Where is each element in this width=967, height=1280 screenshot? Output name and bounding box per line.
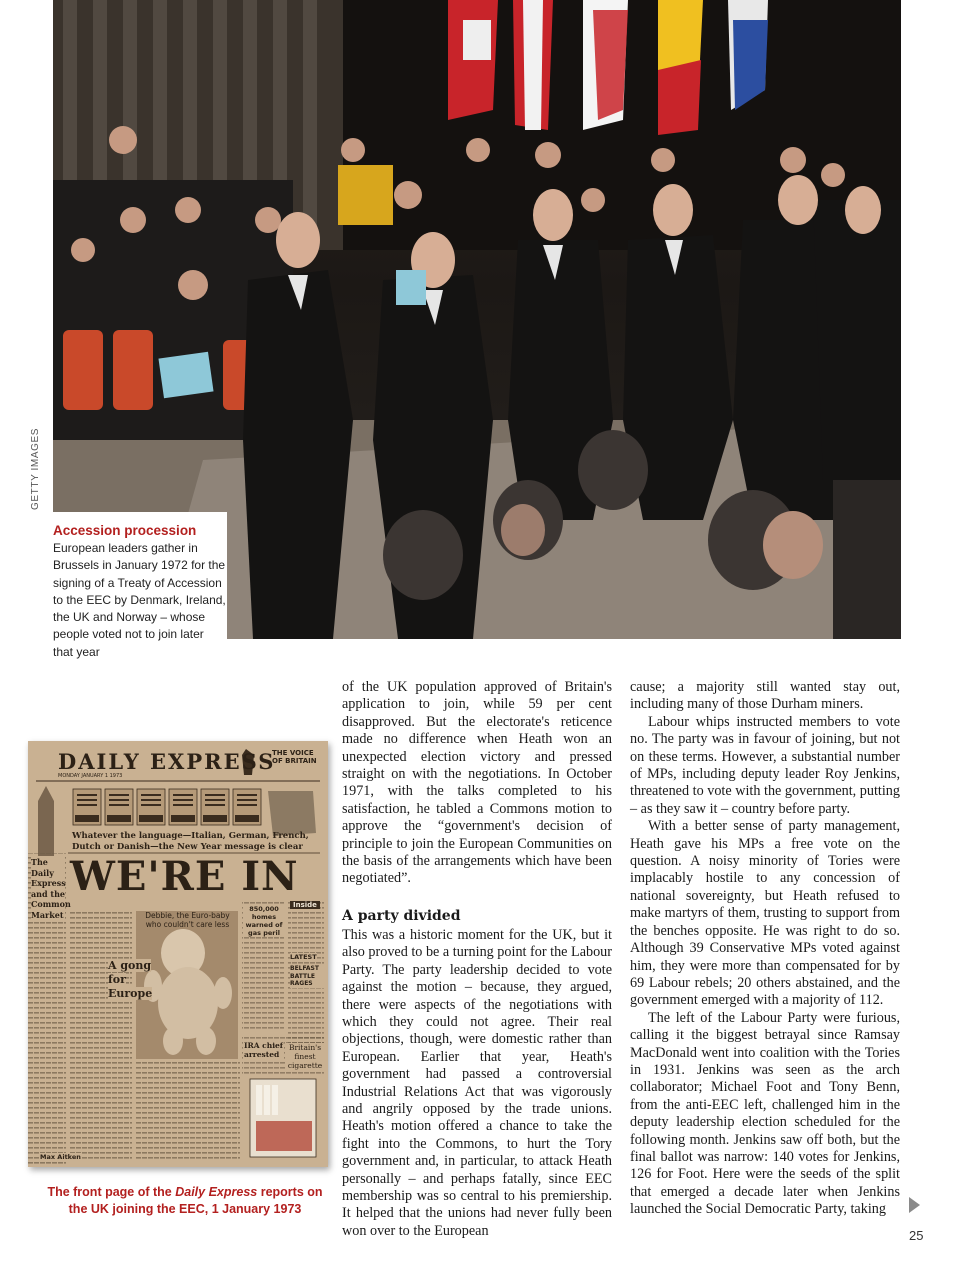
newspaper-inside: Inside — [290, 901, 320, 909]
newspaper-masthead: DAILY EXPRESS — [58, 749, 276, 774]
photo-caption-text: European leaders gather in Brussels in January 1972 for the signing of a Treaty of Accession to the EEC by Denmark, Ireland, the UK and Norway – whose people voted not to join later that year — [53, 541, 226, 659]
newspaper-caption — [40, 1184, 330, 1219]
newspaper-voice: THE VOICE OF BRITAIN — [272, 749, 317, 765]
photo-caption — [53, 512, 227, 659]
newspaper-signature: Max Aitken — [40, 1153, 81, 1161]
newspaper-gong-1: A gong — [108, 959, 152, 972]
newspaper-caption-suffix: reports on the UK joining the EEC, 1 January 1973 — [68, 1185, 323, 1217]
newspaper-homes: 850,000 homes warned of gas peril — [245, 905, 283, 937]
section-heading: A party divided — [342, 907, 461, 924]
newspaper-language-line-2: Dutch or Danish—the New Year message is clear — [72, 842, 303, 852]
newspaper-caption-prefix: The front page of the — [47, 1185, 176, 1199]
newspaper-illustration — [28, 741, 328, 1167]
paragraph: of the UK population approved of Britain's application to join, while 59 per cent disapproved. But the electorate's reticence made no difference when Heath won an unexpected election victory and pressed straight on with the negotiations. In October 1971, with the talks completed to his satisfaction, he tabled a Commons motion to approve the “government's decision of principle to join the European Communities on the basis of the arrangements which have been negotiated”. — [342, 679, 612, 887]
newspaper-belfast: BELFAST BATTLE RAGES — [290, 965, 324, 988]
article-column-1 — [342, 679, 612, 1240]
photo-credit: GETTY IMAGES — [30, 427, 41, 510]
newspaper-cigarette-ad: Britain's finest cigarette — [287, 1043, 323, 1070]
daily-express-front-page — [28, 741, 328, 1167]
newspaper-gong-2: for — [108, 973, 126, 986]
newspaper-side-label: The Daily Express and the Common Market — [31, 857, 71, 920]
paragraph: Labour whips instructed members to vote no. The party was in favour of joining, but not on these terms. However, a substantial number of MPs, including deputy leader Roy Jenkins, threatened to vote with the government, putting – as they saw it – country before party. — [630, 713, 900, 817]
article-column-2 — [630, 679, 900, 1219]
newspaper-headline: WE'RE IN — [70, 853, 299, 900]
newspaper-date: MONDAY JANUARY 1 1973 — [58, 773, 123, 779]
paragraph: This was a historic moment for the UK, but it also proved to be a turning point for the Labour Party. The party leadership decided to vote against the motion – because, they argued, there were aspects of the negotiations with which they could not agree. Their real objections, though, were domestic rather than European. Earlier that year, Heath's government had passed a controversial Industrial Relations Act that was vigorously and angrily opposed by the trade unions. Heath's motion offered a chance to take the fight into the Commons, to hurt the Tory government and, in particular, to attack Heath personally – and perhaps fatally, since EEC membership was so central to his premiership. It helped that the unions had never fully been won over to the European — [342, 926, 612, 1239]
paragraph: The left of the Labour Party were furious, calling it the biggest betrayal since Ramsay MacDonald went into coalition with the Tories in 1931. Jenkins was seen as the arch collaborator; Michael Foot and Tony Benn, from the anti-EEC left, challenged him in the deputy leadership election scheduled for the following month. Jenkins saw off both, but the final ballot was narrow: 140 votes for Jenkins, 126 for Foot. Here were the seeds of the split that emerged a decade later when Jenkins launched the Social Democratic Party, taking — [630, 1009, 900, 1218]
newspaper-gong-3: Europe — [108, 987, 153, 1000]
continue-arrow-icon — [909, 1197, 920, 1213]
newspaper-language-line-1: Whatever the language—Italian, German, French, — [72, 831, 309, 841]
newspaper-latest: LATEST — [290, 953, 317, 961]
paragraph: With a better sense of party management, Heath gave his MPs a free vote on the question. A noisy minority of Tories were implacably hostile to any concession of national sovereignty, but Heath refused to make martyrs of them, trusting to support from the benches opposite. He was right to do so. Although 39 Conservative MPs voted against him, they were more than compensated for by 69 Labour rebels; 20 others abstained, and the government emerged with a majority of 112. — [630, 818, 900, 1009]
newspaper-baby-headline: Debbie, the Euro-baby who couldn't care less — [145, 911, 230, 929]
photo-caption-title: Accession procession — [53, 523, 197, 538]
newspaper-caption-title: Daily Express — [175, 1185, 258, 1199]
page-number: 25 — [909, 1228, 924, 1243]
newspaper-ira: IRA chief arrested — [244, 1041, 284, 1059]
paragraph: cause; a majority still wanted stay out, including many of those Durham miners. — [630, 679, 900, 713]
